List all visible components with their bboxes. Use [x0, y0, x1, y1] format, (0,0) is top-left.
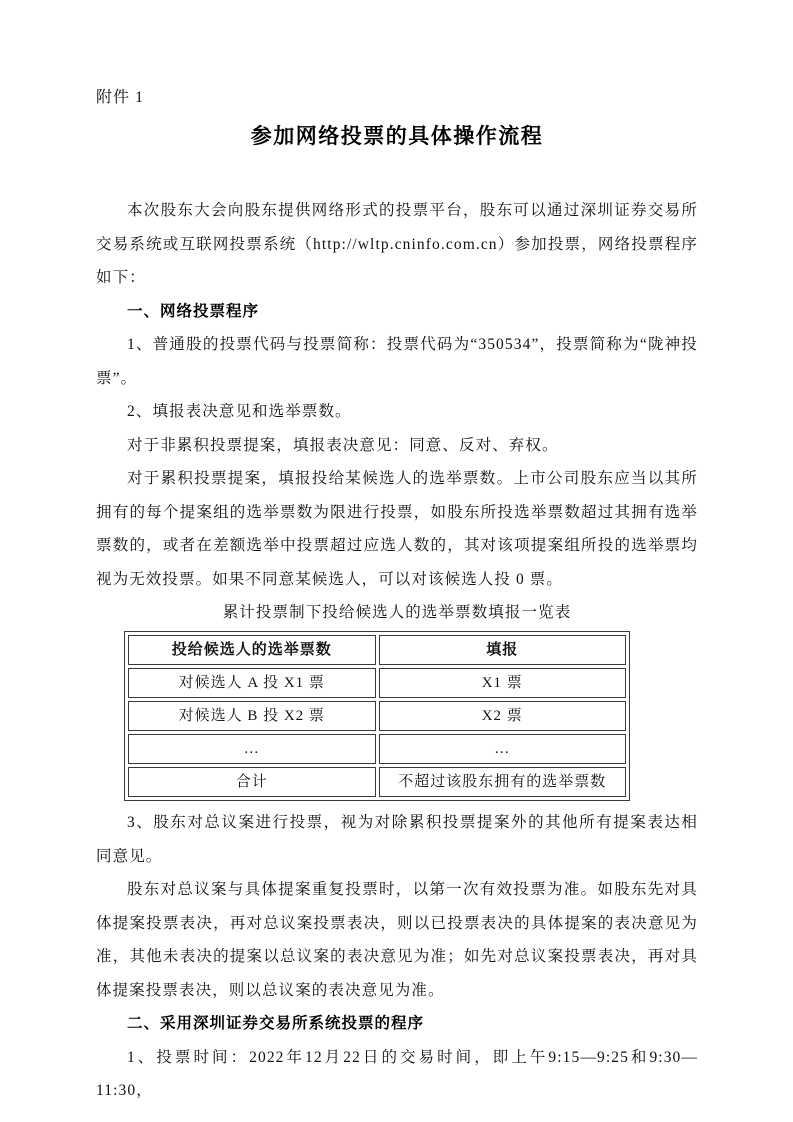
table-cell-candidate-b: 对候选人 B 投 X2 票 [128, 701, 376, 731]
table-header-votes-to-candidate: 投给候选人的选举票数 [128, 635, 376, 665]
table-cell-ellipsis: … [128, 734, 376, 764]
table-row [128, 734, 626, 764]
table-row [128, 701, 626, 731]
table-cell-candidate-b-value: X2 票 [379, 701, 627, 731]
paragraph-repeat-vote-rule: 股东对总议案与具体提案重复投票时，以第一次有效投票为准。如股东先对具体提案投票表决，再对总议案投票表决，则以已投票表决的具体提案的表决意见为准，其他未表决的提案以总议案的表决意见为准；如先对总议案投票表决，再对具体提案投票表决，则以总议案的表决意见为准。 [96, 881, 698, 999]
section-heading-szse-system-procedure: 二、采用深圳证券交易所系统投票的程序 [127, 1015, 425, 1032]
paragraph-step1-vote-code: 1、普通股的投票代码与投票简称：投票代码为“350534”，投票简称为“陇神投票”。 [96, 336, 698, 387]
document-content [96, 86, 698, 1108]
paragraph-intro: 本次股东大会向股东提供网络形式的投票平台，股东可以通过深圳证券交易所交易系统或互联网投票系统（http://wltp.cninfo.com.cn）参加投票，网络投票程序如下： [96, 202, 698, 286]
paragraph-step2-fill-opinion: 2、填报表决意见和选举票数。 [127, 403, 352, 420]
table-cell-candidate-a-value: X1 票 [379, 668, 627, 698]
table-header-row [128, 635, 626, 665]
table-header-fill-in: 填报 [379, 635, 627, 665]
table-cell-total-value: 不超过该股东拥有的选举票数 [379, 767, 627, 797]
table-cell-candidate-a: 对候选人 A 投 X1 票 [128, 668, 376, 698]
page-title: 参加网络投票的具体操作流程 [250, 125, 544, 148]
table-caption: 累计投票制下投给候选人的选举票数填报一览表 [222, 604, 572, 621]
cumulative-votes-table [124, 631, 630, 801]
document-body [96, 194, 698, 1108]
paragraph-non-cumulative: 对于非累积投票提案，填报表决意见：同意、反对、弃权。 [127, 436, 559, 454]
paragraph-cumulative: 对于累积投票提案，填报投给某候选人的选举票数。上市公司股东应当以其所拥有的每个提案组的选举票数为限进行投票，如股东所投选举票数超过其拥有选举票数的，或者在差额选举中投票超过应选人数的，其对该项提案组所投的选举票均视为无效投票。如果不同意某候选人，可以对该候选人投 0 票。 [96, 470, 698, 588]
attachment-label: 附件 1 [96, 89, 145, 106]
table-row [128, 767, 626, 797]
table-cell-total: 合计 [128, 767, 376, 797]
paragraph-step3-general-proposal: 3、股东对总议案进行投票，视为对除累积投票提案外的其他所有提案表达相同意见。 [96, 814, 698, 865]
paragraph-vote-time: 1、投票时间：2022年12月22日的交易时间，即上午9:15—9:25和9:30—11:30， [96, 1048, 698, 1099]
section-heading-network-voting-procedure: 一、网络投票程序 [127, 302, 260, 320]
table-cell-ellipsis-value: … [379, 734, 627, 764]
table-row [128, 668, 626, 698]
